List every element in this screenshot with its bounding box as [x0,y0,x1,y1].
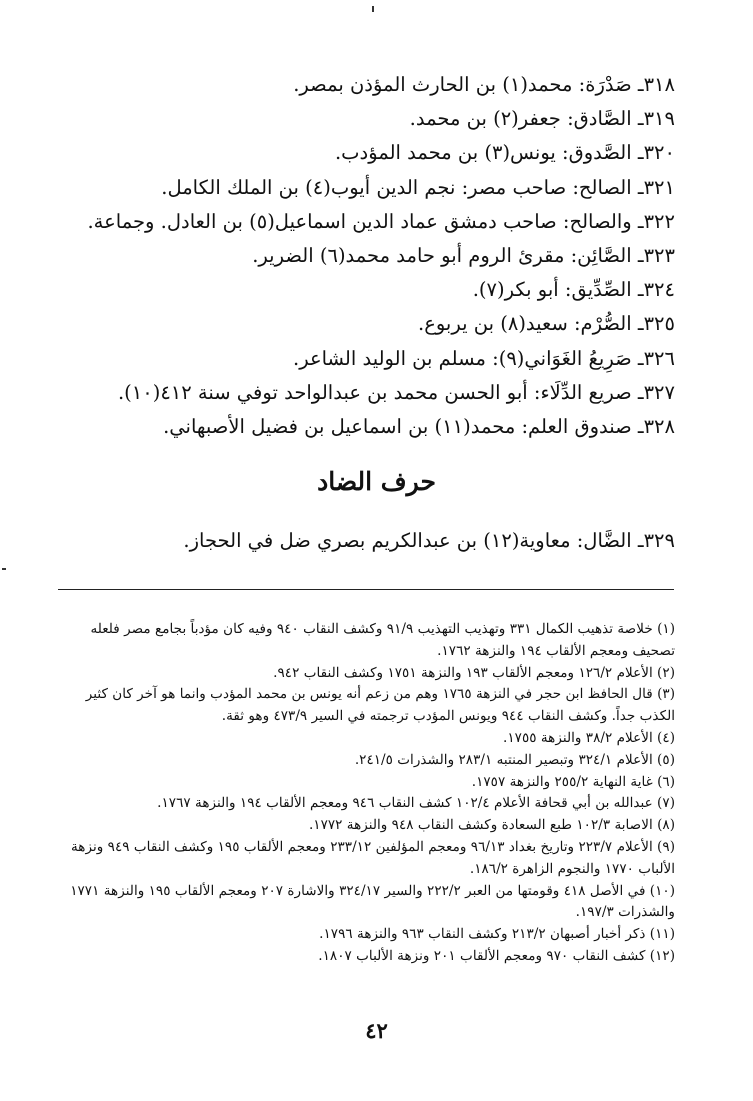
footnote-6: (٦) غاية النهاية ٢٥٥/٢ والنزهة ١٧٥٧. [471,773,675,790]
top-edge-mark [372,6,374,12]
entry-323: ٣٢٣ـ الصَّائِن: مقرئ الروم أبو حامد محمد(٦) الضرير. [252,243,675,267]
entry-325: ٣٢٥ـ الصُّرْم: سعيد(٨) بن يربوع. [418,312,675,336]
footnote-separator [58,589,674,590]
footnote-8: (٨) الاصابة ١٠٢/٣ طبع السعادة وكشف النقاب ٩٤٨ والنزهة ١٧٧٢. [308,817,675,834]
section-title: حرف الضاد [317,467,436,496]
left-edge-mark [2,568,6,570]
entry-319: ٣١٩ـ الصَّادق: جعفر(٢) بن محمد. [409,107,675,131]
entry-320: ٣٢٠ـ الصَّدوق: يونس(٣) بن محمد المؤدب. [334,141,675,165]
entry-324: ٣٢٤ـ الصِّدِّيق: أبو بكر(٧). [472,278,675,302]
entry-322: ٣٢٢ـ والصالح: صاحب دمشق عماد الدين اسماعيل(٥) بن العادل. وجماعة. [87,209,675,233]
footnote-11: (١١) ذكر أخبار أصبهان ٢١٣/٢ وكشف النقاب ٩٦٣ والنزهة ١٧٩٦. [319,926,675,943]
entry-318: ٣١٨ـ صَدْرَة: محمد(١) بن الحارث المؤذن بمصر. [293,73,675,96]
entry-329: ٣٢٩ـ الضَّال: معاوية(١٢) بن عبدالكريم بصري ضل في الحجاز. [183,529,675,552]
entry-326: ٣٢٦ـ صَرِيعُ الغَوَاني(٩): مسلم بن الوليد الشاعر. [293,346,675,370]
footnote-9: (٩) الأعلام ٢٢٣/٧ وتاريخ بغداد ٩٦/١٣ ومعجم المؤلفين ٢٣٣/١٢ ومعجم الألقاب ١٩٥ وكشف النقاب ٩٤٩ ونزهة الألباب ١٧٧٠ والنجوم الزاهرة ١٨٦/٢. [71,838,675,877]
footnote-1: (١) خلاصة تذهيب الكمال ٣٣١ وتهذيب التهذيب ٩١/٩ وكشف النقاب ٩٤٠ وفيه كان مؤدباً بجامع مصر فلعله تصحيف ومعجم الألقاب ١٩٤ والنزهة ١٧٦٢. [90,621,675,659]
footnote-12: (١٢) كشف النقاب ٩٧٠ ومعجم الألقاب ٢٠١ ونزهة الألباب ١٨٠٧. [318,947,675,964]
page-number: ٤٢ [365,1018,388,1043]
footnote-7: (٧) عبدالله بن أبي قحافة الأعلام ١٠٢/٤ كشف النقاب ٩٤٦ ومعجم الألقاب ١٩٤ والنزهة ١٧٦٧. [157,795,675,812]
entry-328: ٣٢٨ـ صندوق العلم: محمد(١١) بن اسماعيل بن فضيل الأصبهاني. [163,414,675,438]
footnote-2: (٢) الأعلام ١٢٦/٢ ومعجم الألقاب ١٩٣ والنزهة ١٧٥١ وكشف النقاب ٩٤٢. [273,664,675,681]
entries-list [75,68,675,444]
footnotes-list [50,619,675,968]
footnote-5: (٥) الأعلام ٣٢٤/١ وتبصير المنتبه ٢٨٣/١ والشذرات ٢٤١/٥. [354,751,675,768]
footnote-3: (٣) قال الحافظ ابن حجر في النزهة ١٧٦٥ وهم من زعم أنه يونس بن محمد المؤدب وانما هو آخر كان كثير الكذب جداً. وكشف النقاب ٩٤٤ ويونس المؤدب ترجمته في السير ٤٧٣/٩ وهو ثقة. [85,686,675,725]
entry-321: ٣٢١ـ الصالح: صاحب مصر: نجم الدين أيوب(٤) بن الملك الكامل. [161,175,675,199]
entry-327: ٣٢٧ـ صريع الدِّلَاء: أبو الحسن محمد بن عبدالواحد توفي سنة ٤١٢(١٠). [117,380,675,404]
footnote-4: (٤) الأعلام ٣٨/٢ والنزهة ١٧٥٥. [503,729,675,746]
footnote-10: (١٠) في الأصل ٤١٨ وقومتها من العبر ٢٢٢/٢ والسير ٣٢٤/١٧ والاشارة ٢٠٧ ومعجم الألقاب ١٩٥ والنزهة ١٧٧١ والشذرات ١٩٧/٣. [70,882,675,921]
